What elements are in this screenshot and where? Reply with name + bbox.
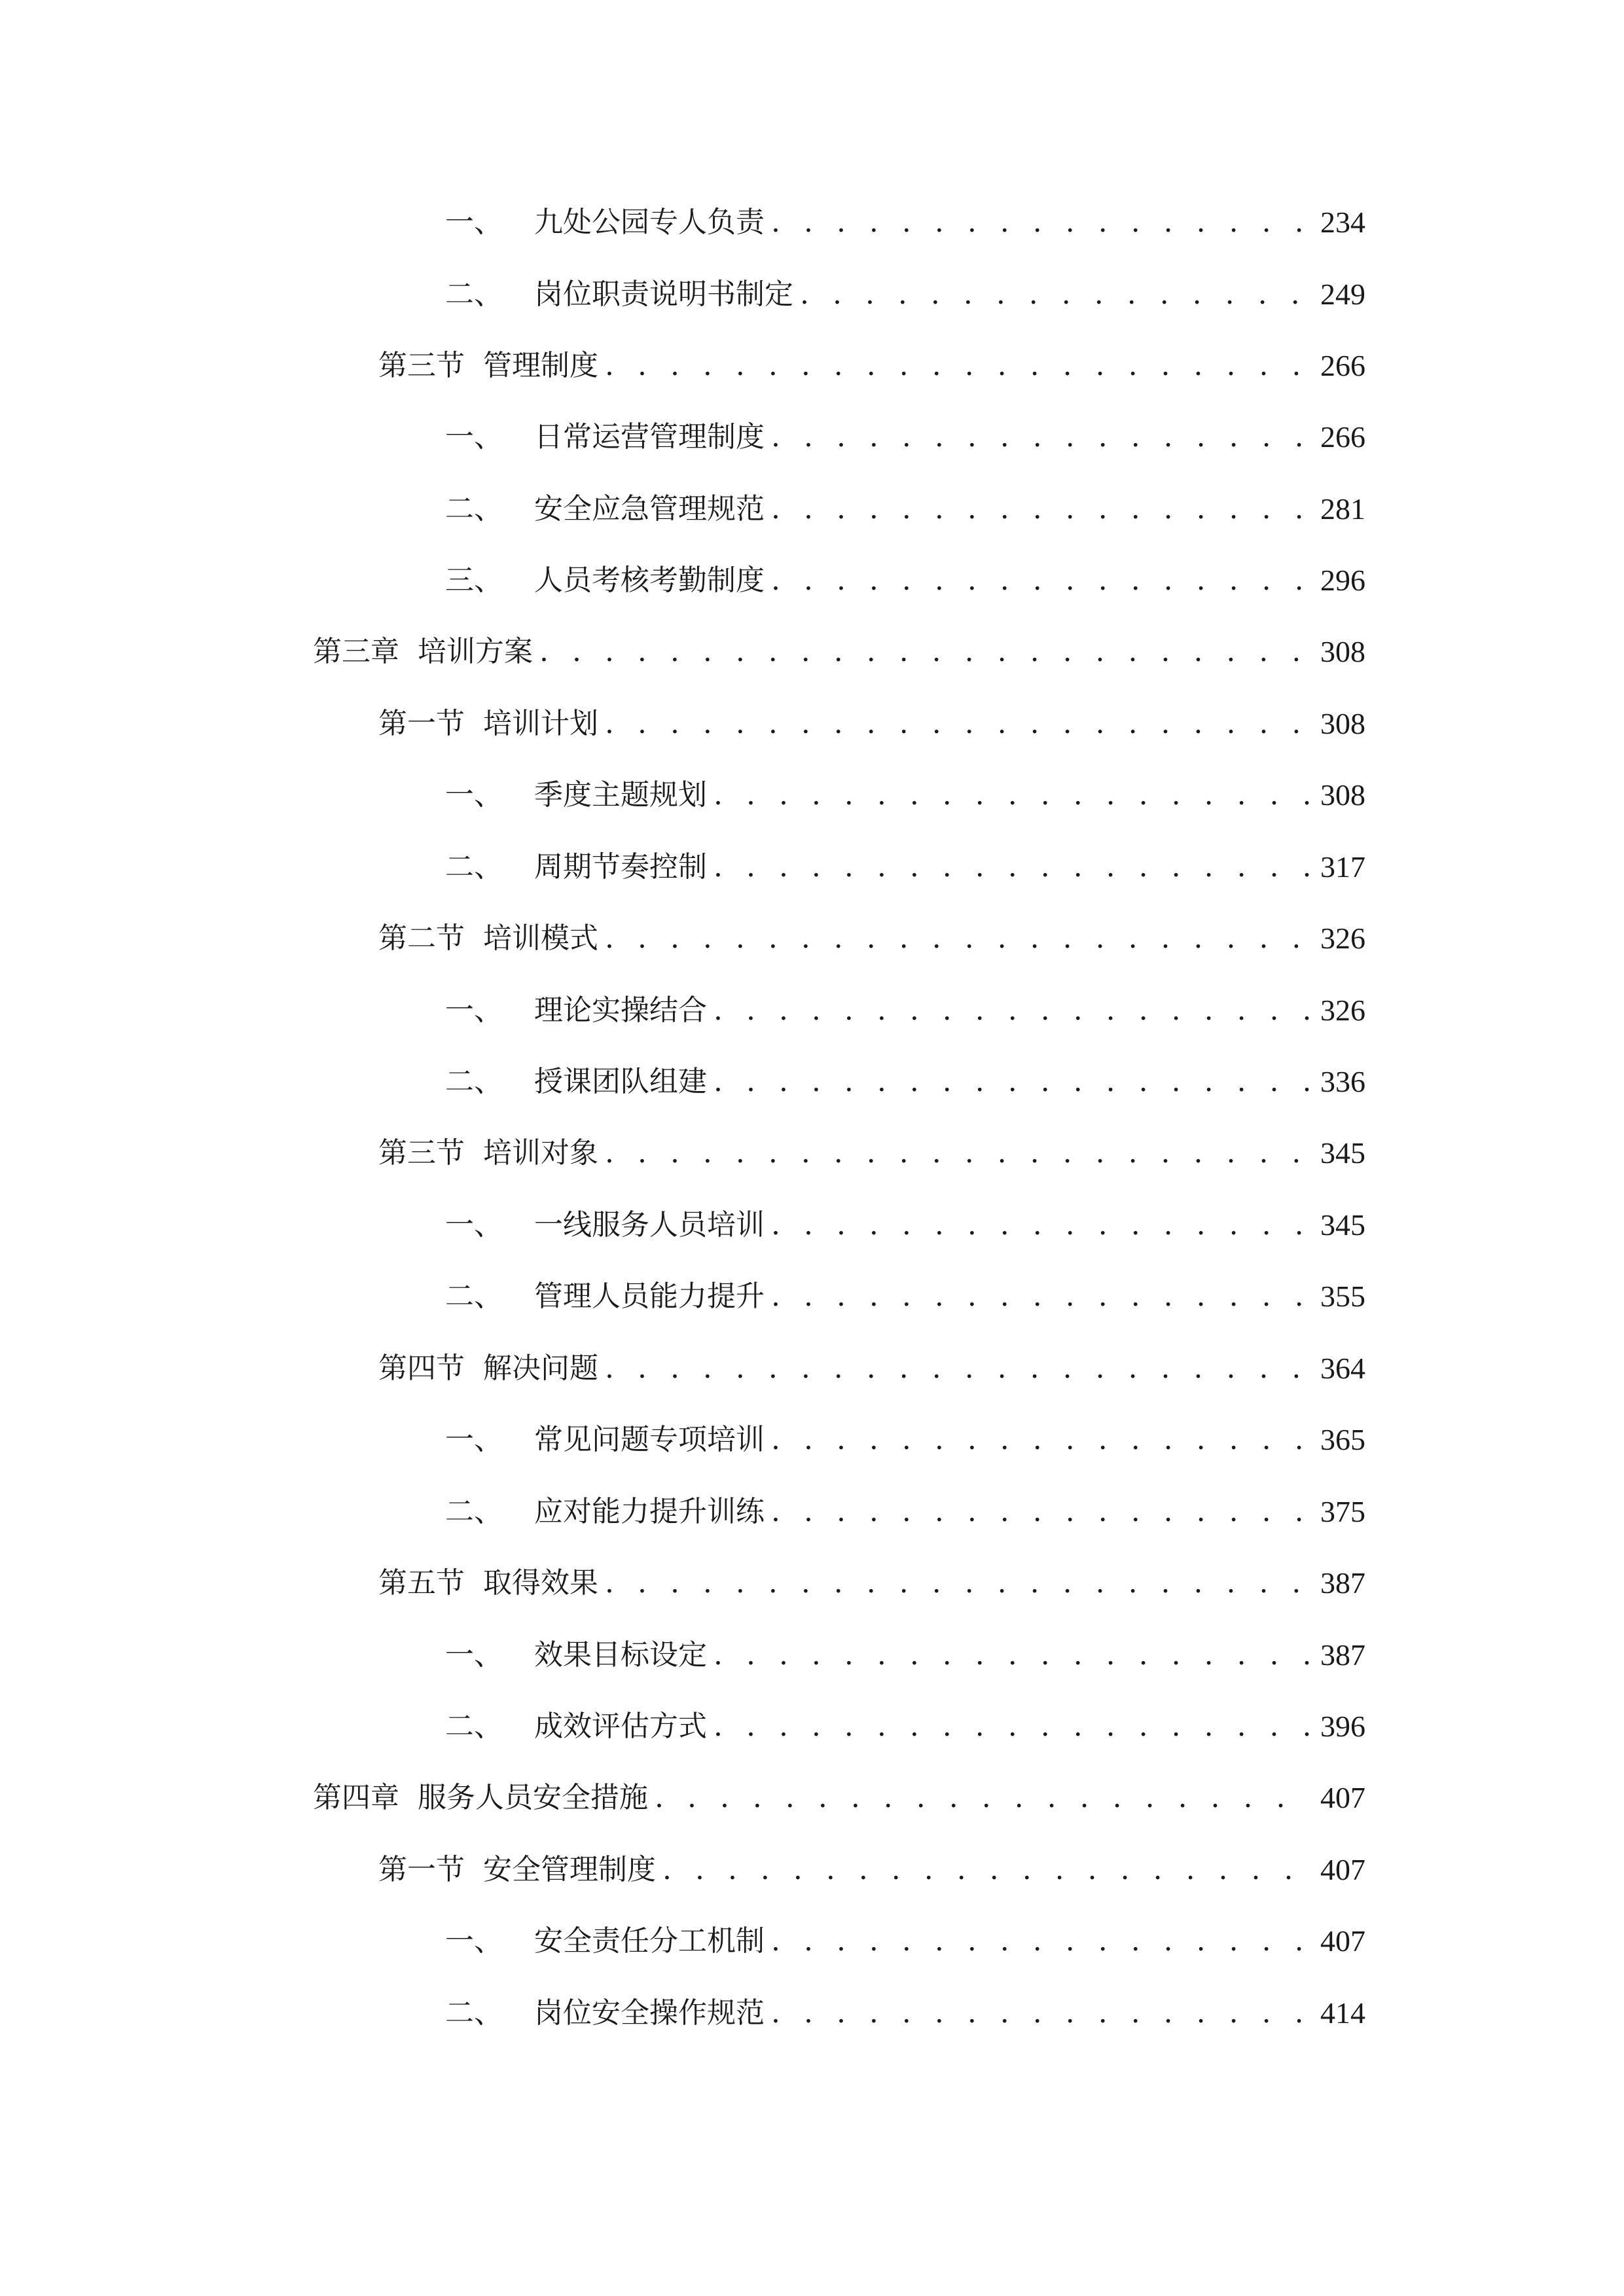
toc-entry[interactable]: [445, 1407, 1365, 1460]
toc-prefix: 二、: [445, 1280, 503, 1313]
dot-leader: [713, 991, 1311, 1030]
toc-entry[interactable]: [445, 1049, 1365, 1102]
dot-leader: [605, 1134, 1311, 1173]
toc-prefix: 二、: [445, 278, 503, 311]
toc-title: 安全管理制度: [483, 1853, 656, 1886]
toc-prefix: 一、: [445, 1638, 503, 1672]
toc-title: 岗位安全操作规范: [534, 1996, 765, 2030]
toc-title: 管理人员能力提升: [534, 1280, 765, 1313]
toc-title: 效果目标设定: [534, 1638, 707, 1672]
toc-page-number: 407: [1320, 1781, 1365, 1814]
toc-title: 常见问题专项培训: [534, 1423, 765, 1456]
dot-leader: [539, 632, 1311, 672]
toc-page-number: 308: [1320, 707, 1365, 740]
dot-leader: [713, 848, 1311, 887]
toc-page-number: 296: [1320, 564, 1365, 597]
dot-leader: [771, 1922, 1311, 1961]
dot-leader: [771, 1277, 1311, 1316]
toc-entry[interactable]: [445, 834, 1365, 887]
toc-title: 培训方案: [418, 635, 533, 668]
toc-entry[interactable]: [378, 333, 1365, 386]
dot-leader: [713, 1707, 1311, 1746]
toc-prefix: 第一节: [378, 707, 465, 740]
toc-title: 培训计划: [483, 707, 598, 740]
toc-page-number: 365: [1320, 1423, 1365, 1456]
toc-title: 应对能力提升训练: [534, 1495, 765, 1528]
toc-prefix: 二、: [445, 1996, 503, 2030]
toc-prefix: 一、: [445, 1423, 503, 1456]
dot-leader: [605, 346, 1311, 386]
toc-entry[interactable]: [378, 1837, 1365, 1890]
toc-page-number: 345: [1320, 1136, 1365, 1170]
toc-page-number: 407: [1320, 1853, 1365, 1886]
toc-entry[interactable]: [378, 691, 1365, 744]
toc-entry[interactable]: [445, 1193, 1365, 1245]
toc-entry[interactable]: [445, 1479, 1365, 1532]
toc-prefix: 第五节: [378, 1566, 465, 1600]
dot-leader: [605, 919, 1311, 958]
dot-leader: [771, 1420, 1311, 1460]
toc-page-number: 326: [1320, 922, 1365, 955]
toc-page-number: 308: [1320, 635, 1365, 668]
dot-leader: [771, 490, 1311, 529]
toc-entry[interactable]: [445, 476, 1365, 529]
toc-title: 安全应急管理规范: [534, 492, 765, 526]
toc-page-number: 234: [1320, 206, 1365, 239]
toc-entry[interactable]: [313, 1765, 1365, 1818]
toc-entry[interactable]: [445, 1909, 1365, 1961]
toc-title: 一线服务人员培训: [534, 1208, 765, 1242]
toc-entry[interactable]: [313, 619, 1365, 672]
toc-page-number: 345: [1320, 1208, 1365, 1242]
toc-title: 日常运营管理制度: [534, 420, 765, 454]
dot-leader: [662, 1850, 1311, 1890]
toc-page-number: 266: [1320, 349, 1365, 382]
toc-prefix: 一、: [445, 994, 503, 1027]
toc-page-number: 375: [1320, 1495, 1365, 1528]
toc-prefix: 第三节: [378, 349, 465, 382]
toc-title: 理论实操结合: [534, 994, 707, 1027]
toc-prefix: 三、: [445, 564, 503, 597]
dot-leader: [605, 1349, 1311, 1388]
dot-leader: [771, 561, 1311, 600]
dot-leader: [800, 275, 1311, 314]
toc-entry[interactable]: [445, 1981, 1365, 2033]
toc-title: 取得效果: [483, 1566, 598, 1600]
toc-title: 授课团队组建: [534, 1065, 707, 1098]
toc-entry[interactable]: [445, 404, 1365, 457]
toc-page-number: 317: [1320, 850, 1365, 884]
toc-prefix: 第四章: [313, 1781, 399, 1814]
toc-entry[interactable]: [378, 1551, 1365, 1603]
toc-title: 季度主题规划: [534, 778, 707, 812]
dot-leader: [713, 1636, 1311, 1675]
toc-entry[interactable]: [445, 1264, 1365, 1316]
toc-page-number: 266: [1320, 420, 1365, 454]
toc-prefix: 一、: [445, 778, 503, 812]
toc-prefix: 二、: [445, 1065, 503, 1098]
dot-leader: [605, 704, 1311, 744]
toc-title: 人员考核考勤制度: [534, 564, 765, 597]
toc-prefix: 第二节: [378, 922, 465, 955]
dot-leader: [713, 776, 1311, 815]
toc-page-number: 326: [1320, 994, 1365, 1027]
toc-page-number: 387: [1320, 1566, 1365, 1600]
toc-prefix: 第三节: [378, 1136, 465, 1170]
toc-page-number: 355: [1320, 1280, 1365, 1313]
toc-prefix: 一、: [445, 1924, 503, 1958]
dot-leader: [771, 1492, 1311, 1532]
toc-entry[interactable]: [445, 262, 1365, 314]
dot-leader: [771, 1994, 1311, 2033]
dot-leader: [771, 1206, 1311, 1245]
toc-title: 培训对象: [483, 1136, 598, 1170]
dot-leader: [655, 1778, 1311, 1818]
toc-entry[interactable]: [445, 1623, 1365, 1675]
toc-title: 培训模式: [483, 922, 598, 955]
dot-leader: [713, 1062, 1311, 1102]
toc-page-number: 281: [1320, 492, 1365, 526]
toc-prefix: 二、: [445, 1710, 503, 1743]
toc-prefix: 二、: [445, 1495, 503, 1528]
toc-title: 周期节奏控制: [534, 850, 707, 884]
toc-page-number: 308: [1320, 778, 1365, 812]
toc-prefix: 一、: [445, 206, 503, 239]
toc-page-number: 407: [1320, 1924, 1365, 1958]
toc-prefix: 一、: [445, 420, 503, 454]
toc-prefix: 第一节: [378, 1853, 465, 1886]
toc-entry[interactable]: [445, 762, 1365, 815]
toc-entry[interactable]: [445, 190, 1365, 242]
dot-leader: [771, 203, 1311, 242]
toc-page-number: 336: [1320, 1065, 1365, 1098]
toc-title: 服务人员安全措施: [418, 1781, 648, 1814]
toc-title: 安全责任分工机制: [534, 1924, 765, 1958]
toc-title: 九处公园专人负责: [534, 206, 765, 239]
toc-page-number: 414: [1320, 1996, 1365, 2030]
toc-page-number: 387: [1320, 1638, 1365, 1672]
toc-title: 岗位职责说明书制定: [534, 278, 793, 311]
toc-page-number: 249: [1320, 278, 1365, 311]
dot-leader: [771, 418, 1311, 457]
toc-title: 成效评估方式: [534, 1710, 707, 1743]
toc-prefix: 二、: [445, 492, 503, 526]
toc-entry[interactable]: [445, 548, 1365, 600]
toc-entry[interactable]: [378, 906, 1365, 958]
toc-entry[interactable]: [378, 1336, 1365, 1388]
toc-entry[interactable]: [378, 1121, 1365, 1173]
toc-title: 解决问题: [483, 1352, 598, 1385]
dot-leader: [605, 1564, 1311, 1603]
toc-prefix: 第三章: [313, 635, 399, 668]
toc-entry[interactable]: [445, 978, 1365, 1030]
toc-entry[interactable]: [445, 1694, 1365, 1746]
toc-prefix: 一、: [445, 1208, 503, 1242]
toc-title: 管理制度: [483, 349, 598, 382]
toc-prefix: 二、: [445, 850, 503, 884]
toc-page-number: 396: [1320, 1710, 1365, 1743]
toc-prefix: 第四节: [378, 1352, 465, 1385]
toc-page-number: 364: [1320, 1352, 1365, 1385]
